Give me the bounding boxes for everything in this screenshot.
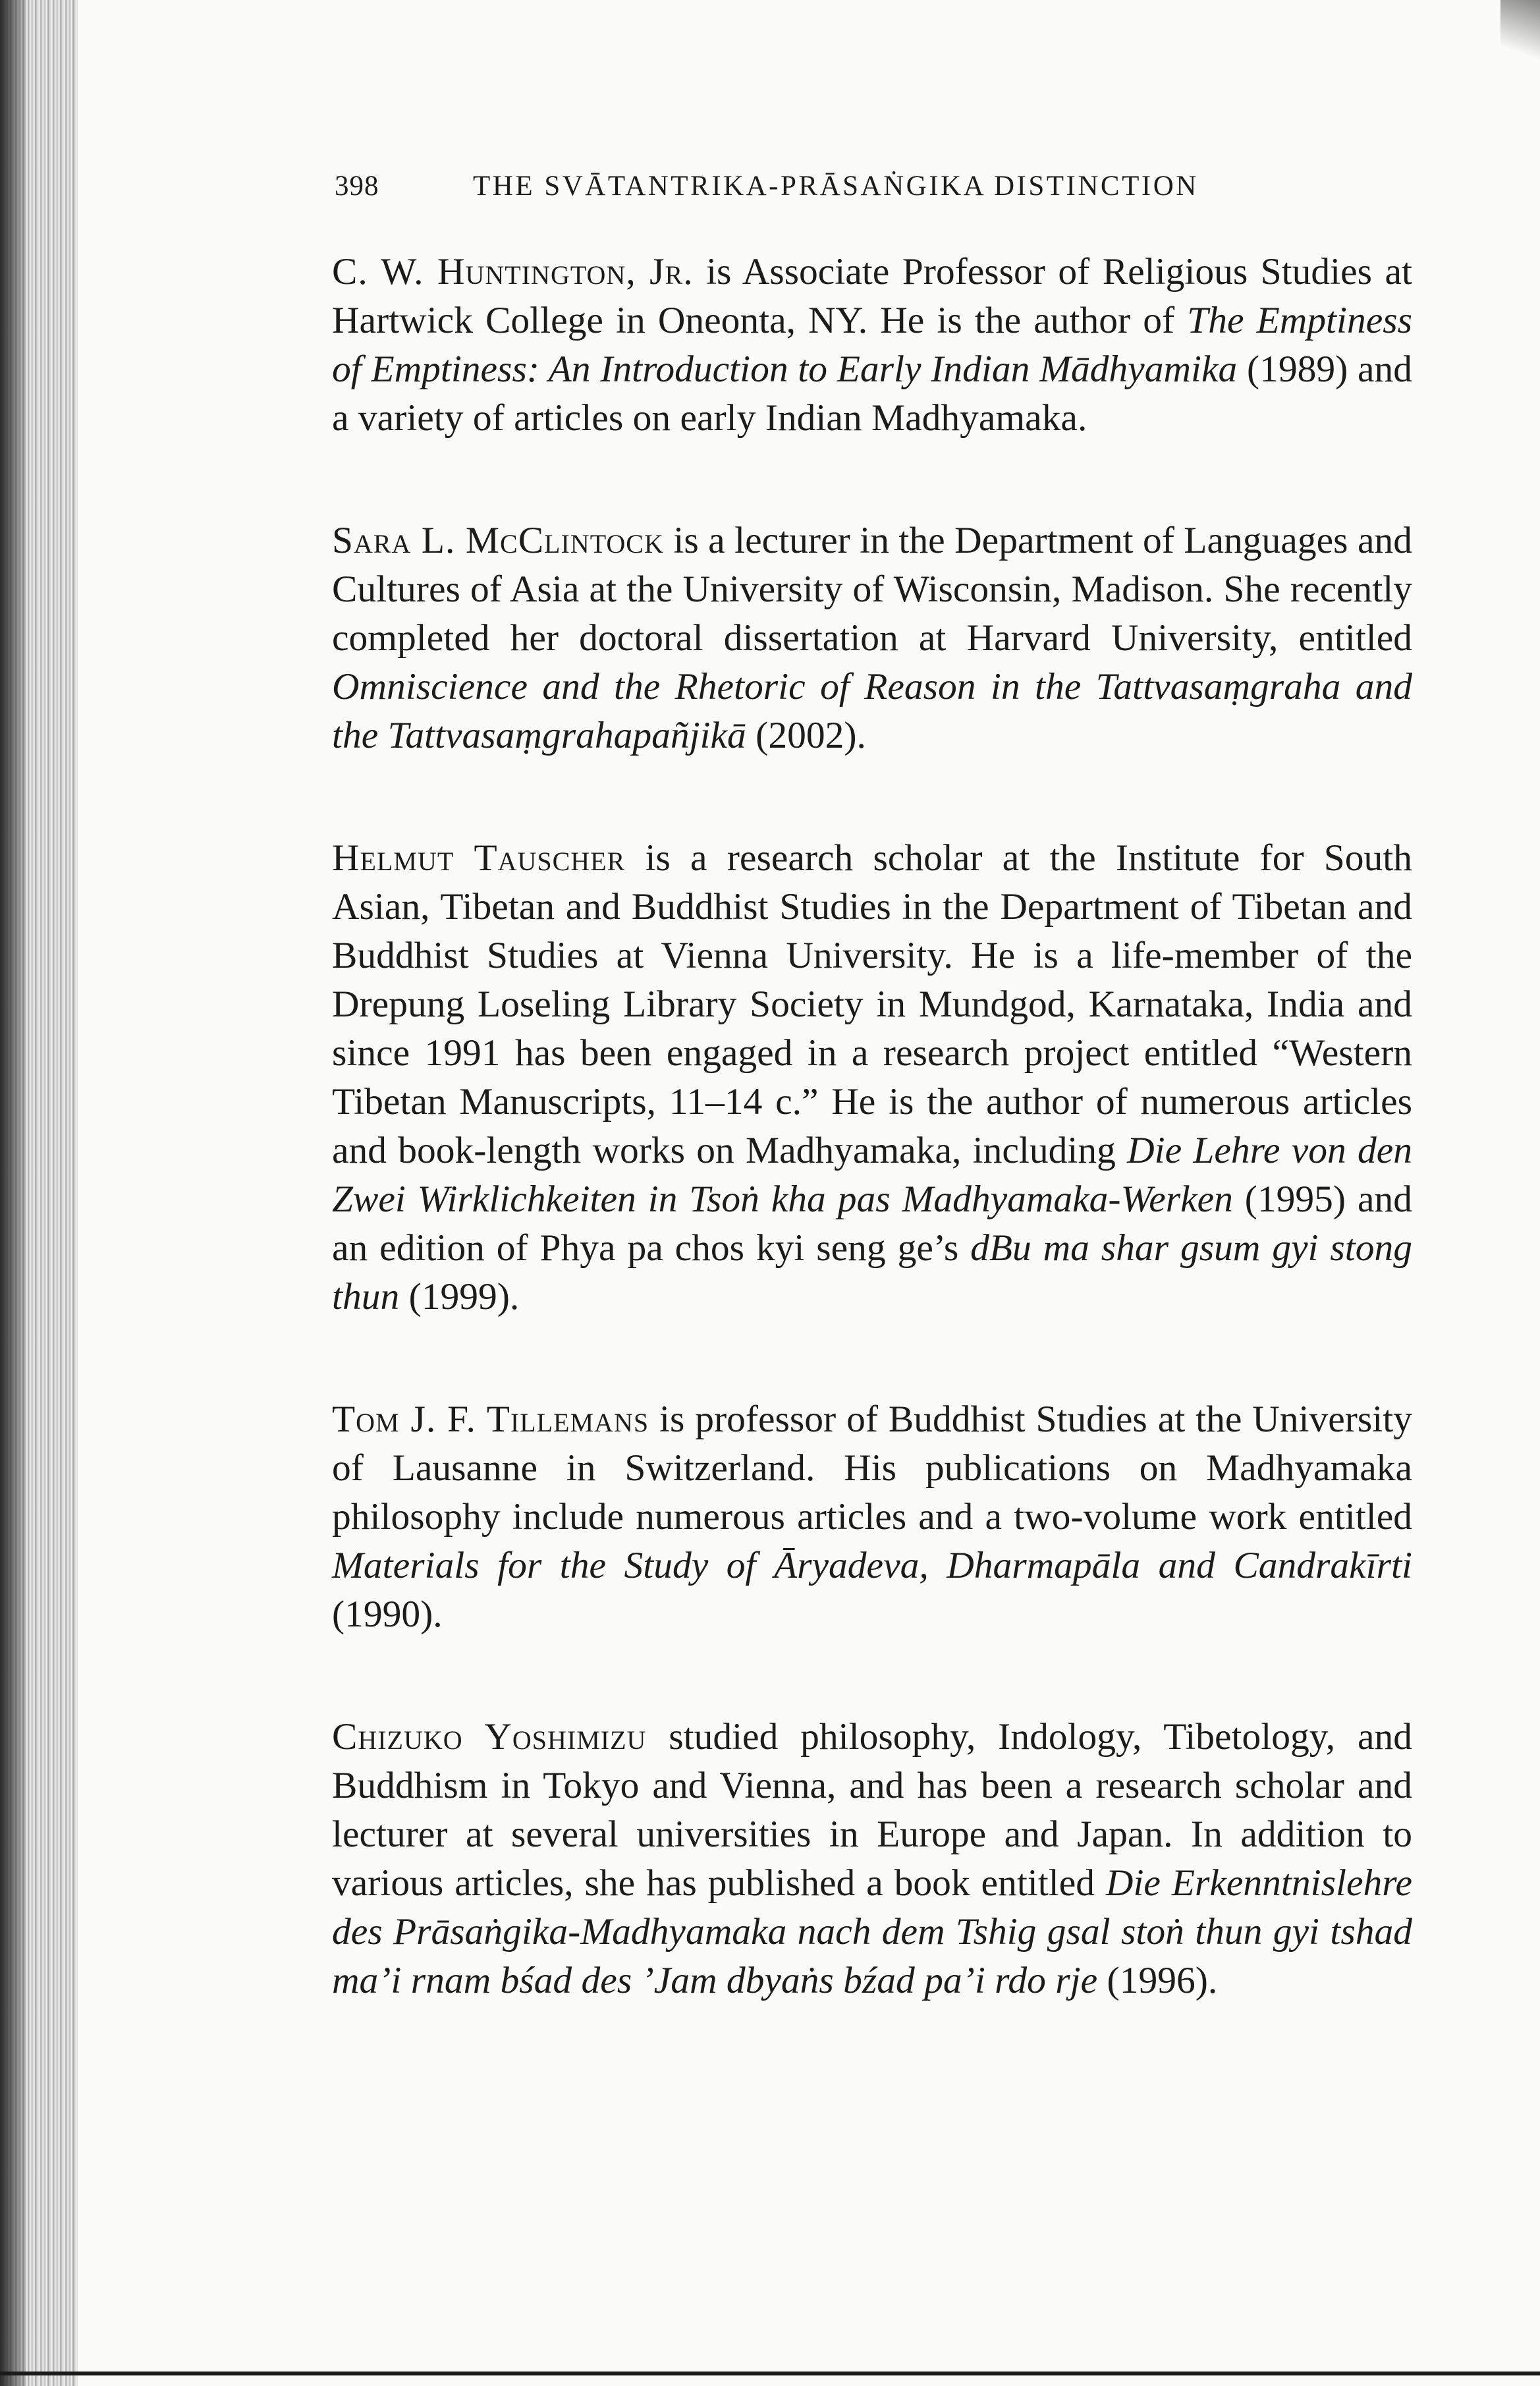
contributor-name: Tom J. F. Tillemans xyxy=(332,1399,649,1440)
contributors-list xyxy=(332,248,1412,2079)
work-title: The Emptiness of Emptiness: An Introduction to Early Indian Mādhyamika xyxy=(332,300,1412,390)
contributor-bio xyxy=(332,1395,1412,1639)
scan-corner-shadow xyxy=(1500,0,1540,72)
bio-text: (2002). xyxy=(746,715,866,756)
work-title: dBu ma shar gsum gyi stong thun xyxy=(332,1227,1412,1318)
bio-text: (1999). xyxy=(399,1276,520,1318)
running-head-title: THE SVĀTANTRIKA-PRĀSAṄGIKA DISTINCTION xyxy=(473,171,1199,202)
work-title: Materials for the Study of Āryadeva, Dharmapāla and Candrakīrti xyxy=(332,1545,1412,1586)
bio-text: is a lecturer in the Department of Languages and Cultures of Asia at the University of Wisconsin, Madison. She recently completed her doctoral dissertation at Harvard University, entitled xyxy=(332,520,1412,659)
bio-text: is a research scholar at the Institute for South Asian, Tibetan and Buddhist Studies in the Department of Tibetan and Buddhist Studies at Vienna University. He is a life-member of the Drepung Loseling Library Society in Mundgod, Karnataka, India and since 1991 has been engaged in a research project entitled “Western Tibetan Manuscripts, 11–14 c.” He is the author of numerous articles and book-length works on Madhyamaka, including xyxy=(332,837,1413,1171)
contributor-bio xyxy=(332,516,1412,760)
bio-text: (1995) and an edition of Phya pa chos kyi seng ge’s xyxy=(332,1179,1412,1269)
work-title: Die Erkenntnislehre des Prāsaṅgika-Madhyamaka nach dem Tshig gsal stoṅ thun gyi tshad ma’i rnam bśad des ’Jam dbyaṅs bźad pa’i rdo rje xyxy=(332,1862,1412,2001)
contributor-bio xyxy=(332,834,1412,1321)
contributor-bio xyxy=(332,1713,1412,2005)
contributor-name: Sara L. McClintock xyxy=(332,520,664,561)
page-number: 398 xyxy=(335,171,379,202)
running-head xyxy=(335,170,1270,202)
scan-binding-shadow xyxy=(0,0,26,2386)
bio-text: is Associate Professor of Religious Studies at Hartwick College in Oneonta, NY. He is the author of xyxy=(332,251,1412,341)
bio-text: (1990). xyxy=(332,1594,443,1635)
scan-bottom-edge xyxy=(0,2372,1540,2375)
contributor-name: C. W. Huntington, Jr. xyxy=(332,251,694,292)
work-title: Die Lehre von den Zwei Wirklichkeiten in Tsoṅ kha pas Madhyamaka-Werken xyxy=(332,1130,1413,1220)
contributor-name: Helmut Tauscher xyxy=(332,837,626,879)
bio-text: (1989) and a variety of articles on early Indian Madhyamaka. xyxy=(332,348,1412,439)
contributor-name: Chizuko Yoshimizu xyxy=(332,1716,647,1758)
bio-text: studied philosophy, Indology, Tibetology, and Buddhism in Tokyo and Vienna, and has been a research scholar and lecturer at several universities in Europe and Japan. In addition to various articles, she has published a book entitled xyxy=(332,1716,1412,1904)
work-title: Omniscience and the Rhetoric of Reason in the Tattvasaṃgraha and the Tattvasaṃgrahapañjikā xyxy=(332,666,1412,756)
bio-text: (1996). xyxy=(1097,1960,1218,2001)
contributor-bio xyxy=(332,248,1412,443)
bio-text: is professor of Buddhist Studies at the University of Lausanne in Switzerland. His publications on Madhyamaka philosophy include numerous articles and a two-volume work entitled xyxy=(332,1399,1412,1538)
